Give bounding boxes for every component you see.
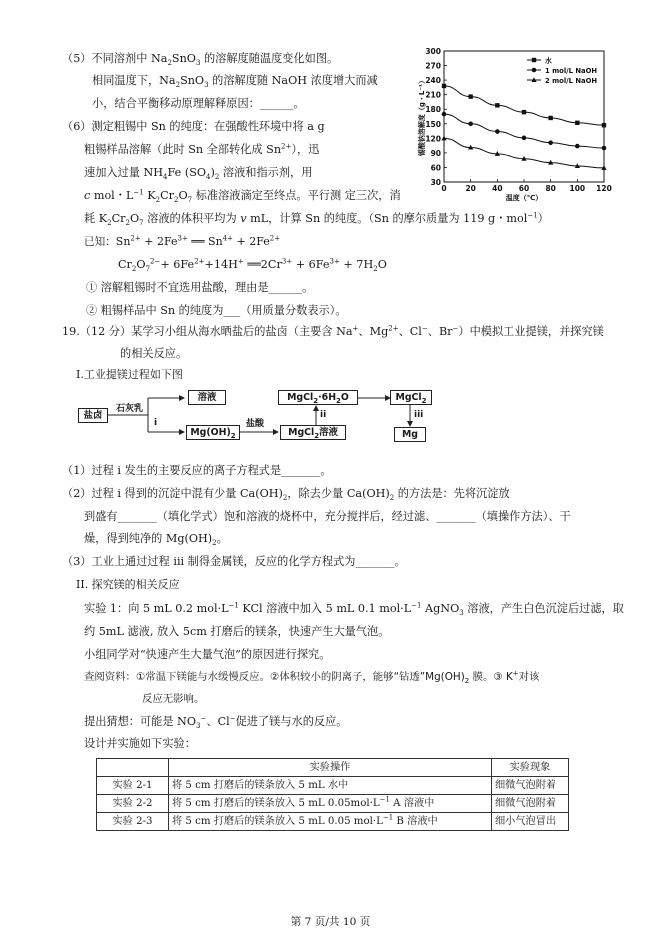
experiment-1-line-1: 实验 1：向 5 mL 0.2 $mol\cdot L^{-1}$ KCl 溶液中加入 5 mL 0.1 $mol\cdot L^{-1}$ AgNO$_3$ 溶液，产生白色沉淀后过滤，取: [84, 601, 624, 618]
q19-part-2-line-2: 到盛有_______（填化学式）饱和溶液的烧杯中，充分搅拌后，经过滤、_______（填操作方法）、干: [84, 510, 571, 523]
data-point: [442, 112, 447, 117]
y-tick-label: 240: [425, 76, 441, 86]
y-tick-label: 120: [425, 134, 441, 144]
section-2-title: II. 探究镁的相关反应: [76, 578, 180, 591]
reference-line-2: 反应无影响。: [142, 693, 205, 705]
legend-label: 2 mol/L NaOH: [545, 77, 598, 85]
design-line: 设计并实施如下实验：: [84, 737, 196, 750]
table-row: [97, 777, 569, 795]
y-tick-label: 180: [425, 105, 441, 115]
legend-marker: [532, 58, 536, 62]
table-cell-phenomenon: 细小气泡冒出: [492, 813, 569, 831]
box-mg: Mg: [394, 427, 426, 442]
table-cell-operation: 将 5 cm 打磨后的镁条放入 5 mL 水中: [169, 777, 492, 795]
table-header-empty: [97, 759, 169, 777]
y-tick-label: 90: [430, 148, 441, 158]
q6-sub-2: ② 粗锡样品中 Sn 的纯度为___（用质量分数表示）。: [86, 304, 347, 317]
table-header-row: [97, 759, 569, 777]
data-point: [522, 136, 527, 141]
label-step-i: i: [154, 418, 158, 428]
label-yansuan: 盐酸: [246, 419, 265, 429]
data-point: [602, 123, 606, 127]
x-tick-label: 120: [596, 184, 612, 193]
series-line-2: [444, 114, 604, 148]
q5-line-2: 相同温度下，$Na_2SnO_3$ 的溶解度随 NaOH 浓度增大而减: [92, 74, 378, 90]
box-rongye: 溶液: [188, 390, 226, 405]
table-header-phenomenon: 实验现象: [492, 759, 569, 777]
box-mgcl2-solution: MgCl$_2$溶液: [280, 425, 346, 440]
table-cell-phenomenon: 细微气泡附着: [492, 777, 569, 795]
q6-line-1: （6）测定粗锡中 Sn 的纯度：在强酸性环境中将 a g: [62, 120, 325, 133]
box-mgoh2: $Mg(OH)_2$: [186, 425, 240, 440]
data-point: [495, 103, 499, 107]
data-point: [468, 121, 473, 126]
solubility-chart-svg: [417, 46, 613, 204]
legend-label: 1 mol/L NaOH: [545, 67, 598, 75]
y-tick-label: 150: [425, 119, 441, 129]
x-tick-label: 100: [569, 184, 586, 193]
q6-line-5: 耗 $K_2Cr_2O_7$ 溶液的体积平均为 v mL，计算 Sn 的纯度。（Sn 的摩尔质量为 119 g・mol$^{-1}$）: [84, 211, 549, 228]
table-cell-phenomenon: 细微气泡附着: [492, 795, 569, 813]
data-point: [468, 94, 472, 98]
q6-line-4: c mol・$L^{-1}$ $K_2Cr_2O_7$ 标准溶液滴定至终点。平行测 定三次，消: [84, 188, 401, 205]
data-point: [575, 144, 580, 149]
table-cell-experiment: 实验 2-3: [97, 813, 169, 831]
x-axis-label: 温度（℃）: [505, 194, 543, 202]
q19-part-1: （1）过程 i 发生的主要反应的离子方程式是_______。: [62, 464, 332, 477]
data-point: [548, 140, 553, 145]
section-1-title: I.工业提镁过程如下图: [76, 368, 183, 381]
q6-line-3: 速加入过量 $NH_4Fe$ $(SO_4)_2$ 溶液和指示剂，用: [84, 166, 313, 182]
q6-known-line: 已知：$Sn^{2+} + 2Fe^{3+}$ ══ $Sn^{4+} + 2Fe^{2+}$: [84, 234, 281, 248]
x-tick-label: 60: [518, 184, 530, 193]
data-point: [522, 110, 526, 114]
table-cell-operation: 将 5 cm 打磨后的镁条放入 5 mL 0.05 $mol\cdot L^{-1}$ B 溶液中: [169, 813, 492, 831]
mg-extraction-flowchart: [78, 388, 458, 444]
q19-part-2-line-3: 燥，得到纯净的 $Mg(OH)_2$。: [84, 532, 228, 548]
y-tick-label: 60: [430, 163, 441, 173]
box-mgcl2: MgCl$_2$: [390, 390, 432, 405]
q5-line-3: 小，结合平衡移动原理解释原因：______。: [92, 97, 305, 110]
page-footer: 第 7 页/共 10 页: [290, 916, 371, 928]
data-point: [495, 129, 500, 134]
y-tick-label: 270: [425, 61, 441, 71]
label-step-iii: iii: [414, 410, 424, 420]
reference-line-1: 查阅资料：①常温下镁能与水缓慢反应。②体积较小的阴离子，能够“钻透$”Mg(OH)_2$ 膜。③ K+对该: [84, 669, 540, 686]
legend-label: 水: [545, 57, 552, 65]
series-line-1: [444, 86, 604, 125]
box-mgcl2-hexahydrate: $MgCl_2\cdot 6H_2O$: [278, 390, 358, 405]
experiment-1-line-2: 约 5mL 滤液, 放入 5cm 打磨后的镁条，快速产生大量气泡。: [84, 625, 390, 638]
y-tick-label: 300: [425, 47, 441, 56]
q6-equation-2: $Cr_2O_7^{2-}+ 6Fe^{2+}+14H^+$ $══2Cr^{3+} + 6Fe^{3+} + 7H_2O$: [118, 257, 387, 274]
solubility-chart: [417, 46, 613, 204]
x-tick-label: 80: [545, 184, 556, 193]
q5-line-1: （5）不同溶剂中 $Na_2SnO_3$ 的溶解度随温度变化如图。: [62, 52, 339, 68]
data-point: [602, 146, 607, 151]
data-point: [575, 121, 579, 125]
experiment-table: [96, 758, 569, 831]
box-lushui: 盐卤: [78, 408, 108, 423]
x-tick-label: 40: [492, 184, 503, 193]
table-cell-experiment: 实验 2-2: [97, 795, 169, 813]
table-row: [97, 813, 569, 831]
label-shihuiru: 石灰乳: [116, 404, 144, 414]
series-line-3: [444, 138, 604, 168]
y-tick-label: 30: [430, 178, 441, 187]
q19-heading: 19.（12 分）某学习小组从海水晒盐后的盐卤（主要含 Na+、$Mg^{2+}$、Cl−、Br−）中模拟工业提镁，并探究镁: [62, 324, 604, 338]
table-header-operation: 实验操作: [169, 759, 492, 777]
legend-marker: [532, 68, 537, 73]
q19-heading-2: 的相关反应。: [120, 347, 188, 360]
q19-part-2-line-1: （2）过程 i 得到的沉淀中混有少量 $Ca(OH)_2$，除去少量 $Ca(OH)_2$ 的方法是：先将沉淀放: [62, 487, 510, 503]
table-cell-experiment: 实验 2-1: [97, 777, 169, 795]
x-tick-label: 20: [465, 184, 476, 193]
label-step-ii: ii: [320, 410, 327, 420]
experiment-1-line-3: 小组同学对“快速产生大量气泡”的原因进行探究。: [84, 648, 331, 661]
y-tick-label: 210: [425, 90, 441, 100]
q6-sub-1: ① 溶解粗锡时不宜选用盐酸，理由是______。: [86, 281, 314, 294]
q19-part-3: （3）工业上通过过程 iii 制得金属镁，反应的化学方程式为_______。: [62, 555, 406, 568]
y-axis-label: 锡酸钠溶解度（g・L⁻¹）: [418, 76, 426, 157]
table-row: [97, 795, 569, 813]
table-cell-operation: 将 5 cm 打磨后的镁条放入 5 mL $0.05mol\cdot L^{-1}$ A 溶液中: [169, 795, 492, 813]
q6-line-2: 粗锡样品溶解（此时 Sn 全部转化成 $Sn^{2+}$），迅: [84, 142, 320, 156]
x-tick-label: 0: [441, 184, 447, 193]
data-point: [548, 116, 552, 120]
hypothesis-line: 提出猜想：可能是 $NO_3^-$、Cl−促进了镁与水的反应。: [84, 714, 348, 731]
data-point: [442, 84, 446, 88]
